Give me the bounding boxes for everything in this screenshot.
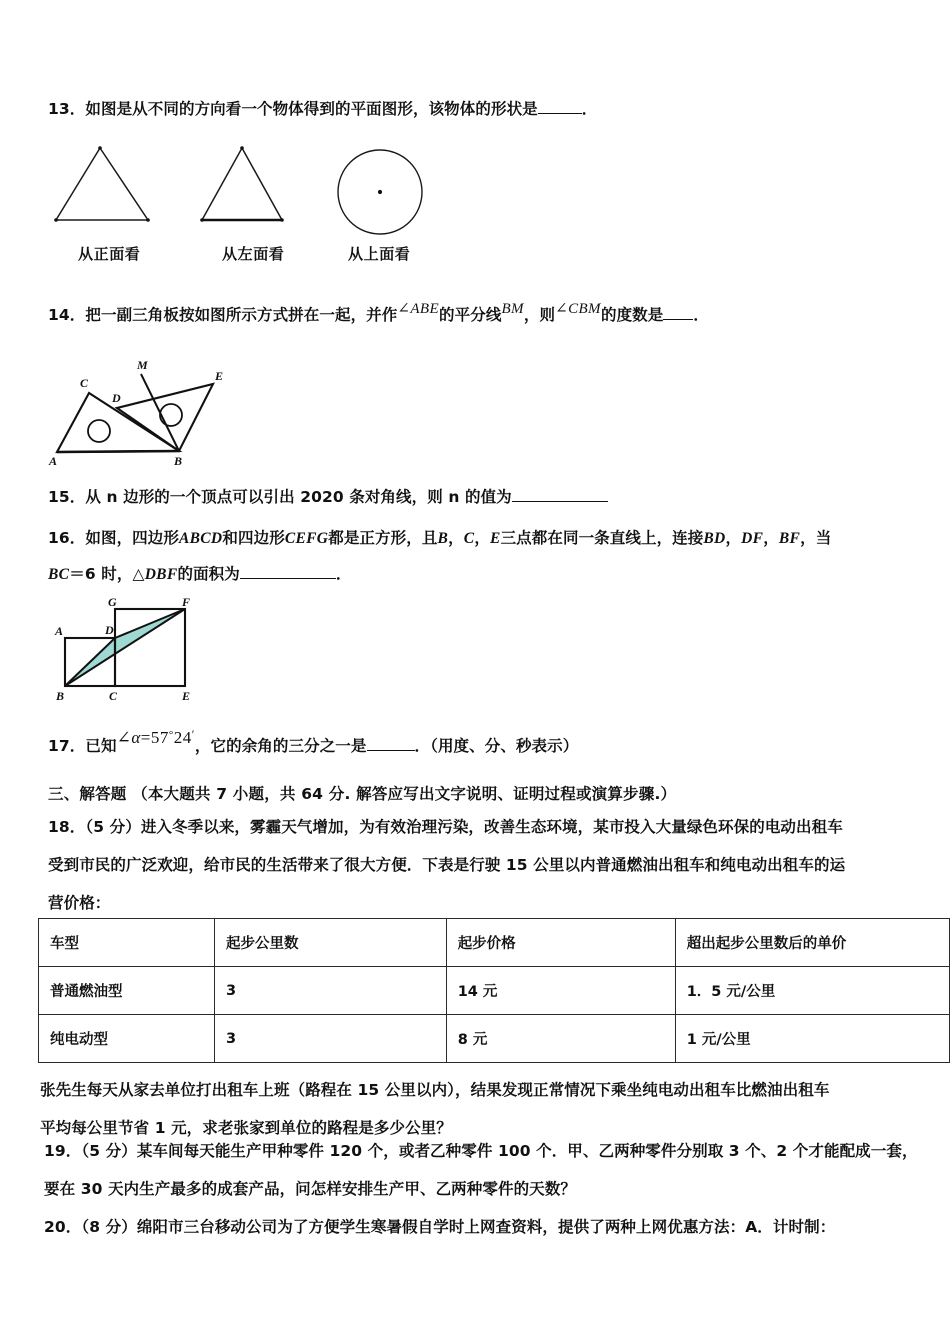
- question-14: [48, 303, 928, 328]
- q16-m-b: B: [437, 530, 449, 547]
- q18-number: 18．: [48, 818, 86, 836]
- q16-m-abcd: ABCD: [178, 530, 223, 547]
- question-15: [48, 485, 928, 510]
- q19-number: 19．: [44, 1142, 82, 1160]
- q13-caption-front: 从正面看: [78, 245, 141, 263]
- question-16-line-2: [48, 562, 926, 587]
- svg-text:C: C: [80, 376, 89, 390]
- td-base-km-fuel: 3: [215, 967, 447, 1015]
- question-20-line-1: [44, 1215, 934, 1240]
- q16-period: ．: [335, 565, 352, 583]
- svg-text:M: M: [137, 358, 148, 372]
- question-18-line-1: [48, 815, 932, 840]
- svg-text:B: B: [56, 689, 65, 703]
- th-unit-price: 超出起步公里数后的单价: [675, 919, 949, 967]
- table-row: [39, 1015, 950, 1063]
- q17-angle-symbol: ∠: [116, 728, 132, 747]
- svg-text:A: A: [49, 454, 58, 467]
- q18-score: （5 分）: [85, 818, 141, 836]
- section-3-title: 三、解答题: [48, 785, 127, 803]
- q16-t-g: ，: [725, 529, 742, 547]
- q13-period: ．: [581, 100, 598, 118]
- table-header-row: [39, 919, 950, 967]
- question-18-after-line-1: [40, 1078, 930, 1103]
- section-3-description: （本大题共 7 小题，共 64 分. 解答应写出文字说明、证明过程或演算步骤.）: [132, 785, 677, 803]
- svg-text:E: E: [182, 689, 191, 703]
- q19-text-2: 要在 30 天内生产最多的成套产品，问怎样安排生产甲、乙两种零件的天数？: [44, 1180, 576, 1198]
- q18-after-text-2: 平均每公里节省 1 元，求老张家到单位的路程是多少公里？: [40, 1119, 452, 1137]
- q16-t-i: ，当: [800, 529, 832, 547]
- q18-text-1: 进入冬季以来，雾霾天气增加，为有效治理污染，改善生态环境，某市投入大量绿色环保的电动出租车: [140, 818, 843, 836]
- q16-t-d: ，: [448, 529, 464, 547]
- q16-m-cefg: CEFG: [284, 530, 329, 547]
- q16-m-tri-dbf: △DBF: [132, 566, 178, 583]
- q16-t-k: 的面积为: [177, 565, 240, 583]
- q13-figure-top-view: [325, 142, 445, 242]
- q18-after-text-1: 张先生每天从家去单位打出租车上班（路程在 15 公里以内），结果发现正常情况下乘坐纯电动出租车比燃油出租车: [40, 1081, 830, 1099]
- q15-number: 15．: [48, 488, 86, 506]
- q16-m-bf: BF: [778, 530, 801, 547]
- th-car-type: 车型: [39, 919, 215, 967]
- q17-answer-blank[interactable]: [367, 750, 415, 751]
- q14-text-4: 的度数是: [600, 306, 664, 324]
- q19-score: （5 分）: [81, 1142, 137, 1160]
- q17-text-3: ．（用度、分、秒表示）: [414, 737, 579, 755]
- table-row: [39, 967, 950, 1015]
- svg-text:F: F: [182, 595, 191, 609]
- q17-text-2: ，它的余角的三分之一是: [194, 737, 367, 755]
- question-18-line-3: [48, 891, 932, 916]
- svg-text:B: B: [174, 454, 183, 467]
- q16-m-bd: BD: [703, 530, 726, 547]
- td-car-type-fuel: 普通燃油型: [39, 967, 215, 1015]
- q17-number: 17．: [48, 737, 86, 755]
- q16-t-h: ，: [763, 529, 779, 547]
- svg-text:G: G: [108, 595, 117, 609]
- q18-text-2: 受到市民的广泛欢迎，给市民的生活带来了很大方便．下表是行驶 15 公里以内普通燃油出租车和纯电动出租车的运: [48, 856, 846, 874]
- q16-t-j: ＝6 时，: [69, 565, 133, 583]
- q16-t-e: ，: [474, 529, 490, 547]
- q17-angle-expression: [117, 728, 195, 747]
- question-13: [48, 97, 928, 122]
- q16-m-bc: BC: [48, 566, 70, 583]
- q16-m-c: C: [463, 530, 475, 547]
- q16-m-df: DF: [741, 530, 764, 547]
- question-16-line-1: [48, 526, 926, 551]
- q17-minutes-value: 24: [173, 728, 192, 747]
- q14-math-angle-cbm: ∠CBM: [555, 301, 601, 317]
- q13-answer-blank[interactable]: [538, 113, 582, 114]
- q16-t-b: 和四边形: [222, 529, 285, 547]
- q13-number: 13．: [48, 100, 86, 118]
- q13-caption-top: 从上面看: [348, 245, 411, 263]
- q17-minute-mark: ′: [191, 727, 195, 741]
- th-base-price: 起步价格: [446, 919, 675, 967]
- q16-answer-blank[interactable]: [240, 578, 336, 579]
- q16-t-a: 如图，四边形: [85, 529, 179, 547]
- td-unit-price-ev: 1 元/公里: [675, 1015, 949, 1063]
- th-base-km: 起步公里数: [215, 919, 447, 967]
- section-3-header: [48, 782, 928, 804]
- svg-text:A: A: [55, 624, 64, 638]
- q17-degrees-value: 57: [150, 728, 169, 747]
- question-17: [48, 727, 928, 760]
- q15-text: 从 n 边形的一个顶点可以引出 2020 条对角线，则 n 的值为: [85, 488, 512, 506]
- q14-period: ．: [693, 306, 709, 324]
- q20-score: （8 分）: [81, 1218, 137, 1236]
- q16-t-f: 三点都在同一条直线上，连接: [500, 529, 704, 547]
- svg-text:E: E: [215, 369, 224, 383]
- td-base-price-ev: 8 元: [446, 1015, 675, 1063]
- q16-figure-two-squares: [45, 594, 215, 704]
- svg-text:D: D: [112, 391, 121, 405]
- td-base-price-fuel: 14 元: [446, 967, 675, 1015]
- q14-figure-triangle-rulers: [45, 352, 245, 467]
- q16-m-e: E: [489, 530, 501, 547]
- q20-text-1: 绵阳市三台移动公司为了方便学生寒暑假自学时上网查资料，提供了两种上网优惠方法：A．计时制：: [136, 1218, 836, 1236]
- q14-text-2: 的平分线: [439, 306, 502, 324]
- td-base-km-ev: 3: [215, 1015, 447, 1063]
- svg-text:C: C: [109, 689, 118, 703]
- center-dot-icon: [378, 190, 382, 194]
- question-19-line-1: [44, 1139, 934, 1164]
- q14-text-1: 把一副三角板按如图所示方式拼在一起，并作: [85, 306, 398, 324]
- taxi-price-table: [38, 918, 950, 1063]
- q17-text-1: 已知: [85, 737, 117, 755]
- q14-number: 14．: [48, 306, 86, 324]
- q16-number: 16．: [48, 529, 86, 547]
- q13-figure-left-view: [190, 142, 320, 232]
- q13-text: 如图是从不同的方向看一个物体得到的平面图形，该物体的形状是: [85, 100, 538, 118]
- question-18-after-line-2: [40, 1116, 930, 1141]
- td-car-type-ev: 纯电动型: [39, 1015, 215, 1063]
- q14-math-bm: BM: [501, 301, 524, 317]
- q13-caption-left: 从左面看: [222, 245, 285, 263]
- question-18-line-2: [48, 853, 932, 878]
- svg-text:D: D: [105, 623, 114, 637]
- q13-figure-front-view: [52, 142, 182, 232]
- q19-text-1: 某车间每天能生产甲种零件 120 个，或者乙种零件 100 个．甲、乙两种零件分别取 3 个、2 个才能配成一套，: [136, 1142, 918, 1160]
- q14-answer-blank[interactable]: [663, 319, 693, 320]
- q17-degree-mark: °: [168, 729, 174, 741]
- td-unit-price-fuel: 1．5 元/公里: [675, 967, 949, 1015]
- q15-answer-blank[interactable]: [512, 501, 608, 502]
- q17-alpha: α: [131, 728, 141, 747]
- q18-text-3: 营价格：: [48, 894, 111, 912]
- q14-math-angle-abe: ∠ABE: [397, 301, 440, 317]
- q20-number: 20．: [44, 1218, 82, 1236]
- question-19-line-2: [44, 1177, 934, 1202]
- q14-text-3: ，则: [523, 306, 556, 324]
- q17-equals: =: [140, 728, 151, 747]
- q16-t-c: 都是正方形，且: [328, 529, 438, 547]
